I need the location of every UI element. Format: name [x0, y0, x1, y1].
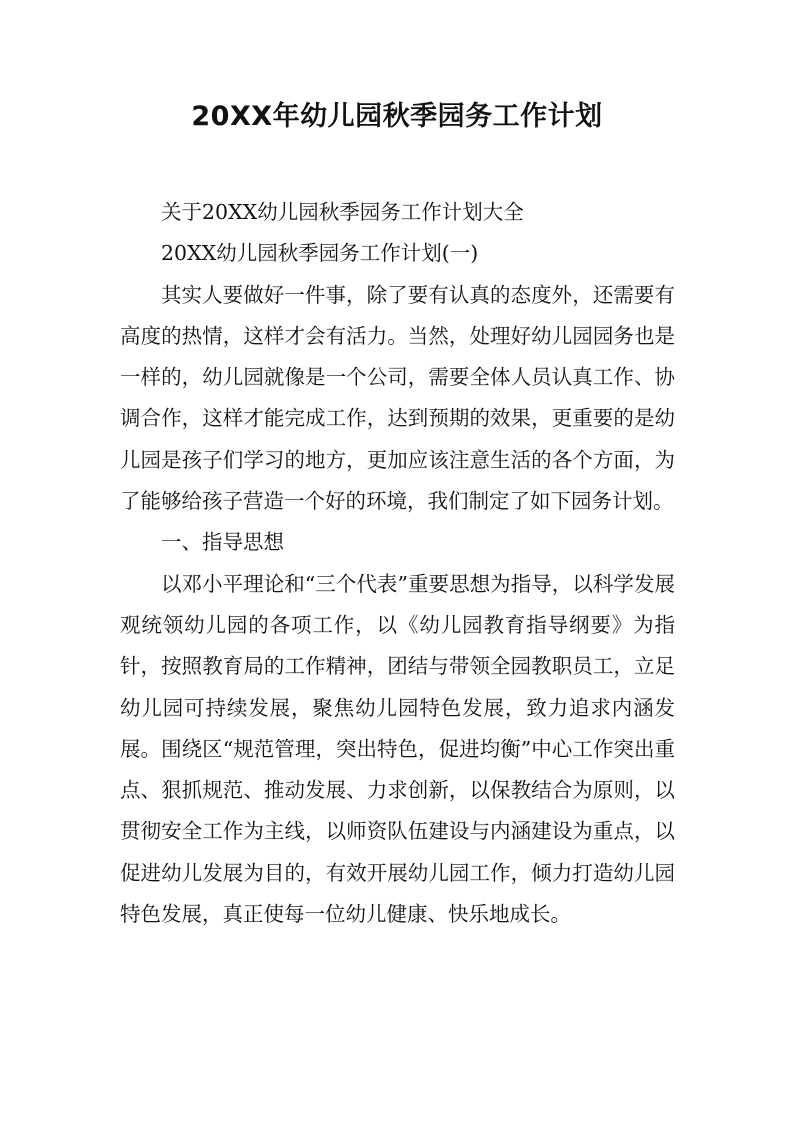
section-heading-guiding-thought: 一、指导思想: [161, 530, 284, 555]
paragraph-subheading-part-one: 20XX幼儿园秋季园务工作计划(一): [161, 241, 479, 266]
paragraph-guiding-thought: 以邓小平理论和“三个代表”重要思想为指导，以科学发展观统领幼儿园的各项工作，以《幼儿园教育指导纲要》为指针，按照教育局的工作精神，团结与带领全园教职员工，立足幼儿园可持续发展，聚焦幼儿园特色发展，致力追求内涵发展。围绕区“规范管理，突出特色，促进均衡”中心工作突出重点、狠抓规范、推动发展、力求创新，以保教结合为原则，以贯彻安全工作为主线，以师资队伍建设与内涵建设为重点，以促进幼儿发展为目的，有效开展幼儿园工作，倾力打造幼儿园特色发展，真正使每一位幼儿健康、快乐地成长。: [120, 571, 675, 927]
document-title: 20XX年幼儿园秋季园务工作计划: [191, 101, 603, 132]
document-body: [120, 192, 675, 935]
paragraph-heading-collection: 关于20XX幼儿园秋季园务工作计划大全: [161, 200, 524, 224]
paragraph-introduction: 其实人要做好一件事，除了要有认真的态度外，还需要有高度的热情，这样才会有活力。当然，处理好幼儿园园务也是一样的，幼儿园就像是一个公司，需要全体人员认真工作、协调合作，这样才能完成工作，达到预期的效果，更重要的是幼儿园是孩子们学习的地方，更加应该注意生活的各个方面，为了能够给孩子营造一个好的环境，我们制定了如下园务计划。: [120, 282, 675, 514]
